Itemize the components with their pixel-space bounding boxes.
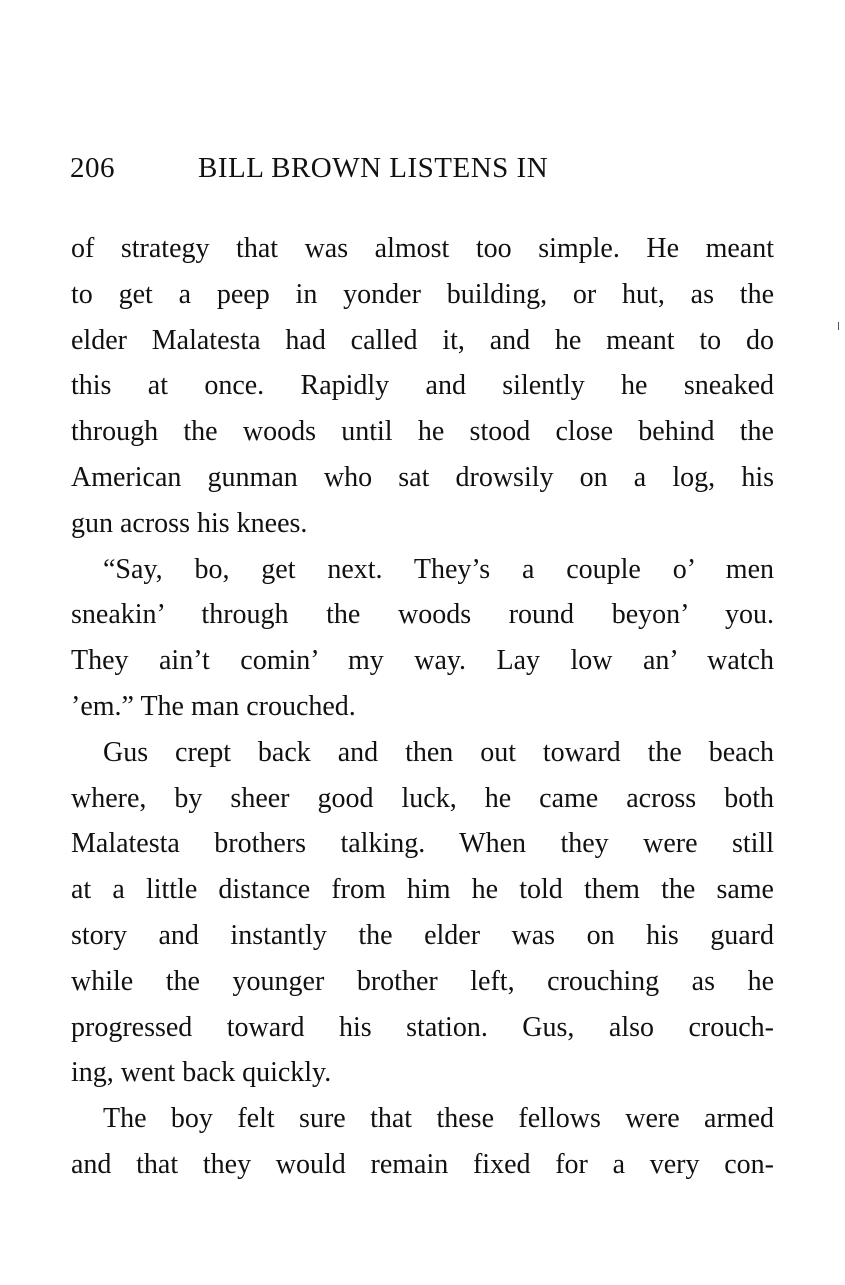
paragraph-start-line: The boy felt sure that these fellows were armed xyxy=(103,1103,774,1135)
text-line: Malatesta brothers talking. When they were still xyxy=(71,828,774,860)
text-line: They ain’t comin’ my way. Lay low an’ watch xyxy=(71,645,774,677)
paragraph-start-line: “Say, bo, get next. They’s a couple o’ men xyxy=(103,553,774,585)
running-head xyxy=(70,152,775,192)
text-line: through the woods until he stood close behind the xyxy=(71,416,774,448)
text-line: this at once. Rapidly and silently he sneaked xyxy=(71,370,774,402)
text-line: progressed toward his station. Gus, also crouch- xyxy=(71,1011,774,1043)
text-line: ing, went back quickly. xyxy=(71,1057,332,1089)
text-line: ’em.” The man crouched. xyxy=(71,690,356,722)
stray-mark xyxy=(838,322,839,330)
text-line: where, by sheer good luck, he came across both xyxy=(71,782,774,814)
text-line: story and instantly the elder was on his guard xyxy=(71,919,774,951)
text-line: elder Malatesta had called it, and he meant to do xyxy=(71,324,774,356)
text-line: American gunman who sat drowsily on a log, his xyxy=(71,461,774,493)
text-line: while the younger brother left, crouching as he xyxy=(71,965,774,997)
text-line: of strategy that was almost too simple. He meant xyxy=(71,233,774,264)
text-line: at a little distance from him he told them the same xyxy=(71,874,774,906)
text-line: sneakin’ through the woods round beyon’ you. xyxy=(71,599,774,631)
text-line: and that they would remain fixed for a very con- xyxy=(71,1148,774,1180)
text-line: to get a peep in yonder building, or hut, as the xyxy=(71,278,774,310)
page-number: 206 xyxy=(70,152,115,184)
paragraph-start-line: Gus crept back and then out toward the beach xyxy=(103,736,774,768)
text-line: gun across his knees. xyxy=(71,507,308,539)
book-title: BILL BROWN LISTENS IN xyxy=(198,152,549,184)
body-text xyxy=(71,226,774,1188)
